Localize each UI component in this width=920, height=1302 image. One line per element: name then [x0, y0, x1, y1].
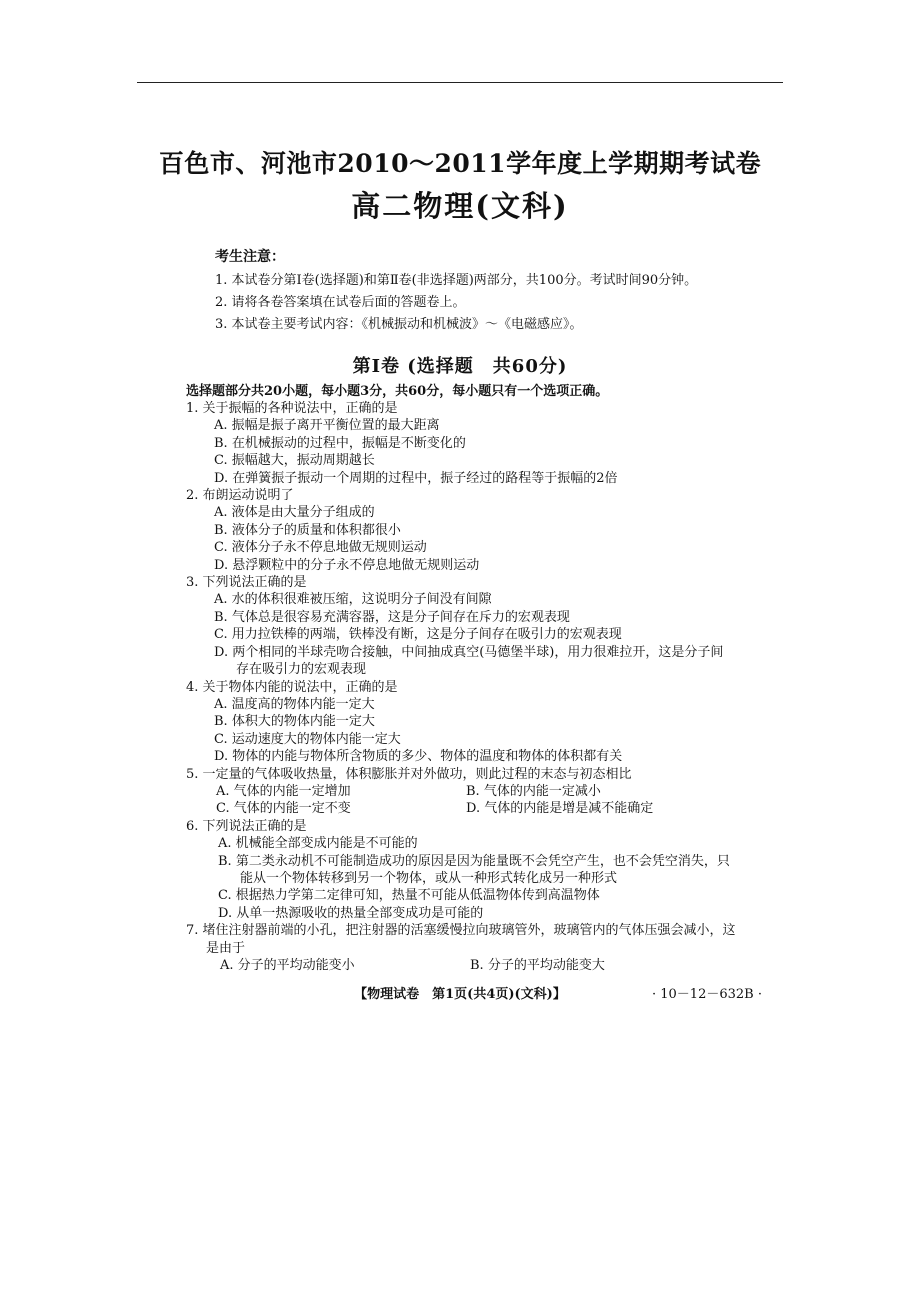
exam-title: 百色市、河池市2010～2011学年度上学期期考试卷 [158, 149, 762, 178]
question-3 [186, 574, 756, 678]
option-b: B. 气体总是很容易充满容器，这是分子间存在斥力的宏观表现 [214, 609, 570, 625]
question-1 [186, 400, 756, 487]
question-6 [186, 818, 756, 922]
question-7 [186, 922, 756, 974]
option-d: D. 两个相同的半球壳吻合接触，中间抽成真空(马德堡半球)，用力很难拉开，这是分子间 [214, 644, 724, 660]
option-d: D. 悬浮颗粒中的分子永不停息地做无规则运动 [214, 557, 480, 573]
option-c: C. 液体分子永不停息地做无规则运动 [214, 540, 427, 556]
option-d: D. 气体的内能是增是减不能确定 [466, 801, 654, 817]
question-stem: 2. 布朗运动说明了 [186, 488, 294, 504]
section-title: 第Ⅰ卷 (选择题 共60分) [352, 356, 568, 377]
option-d: D. 物体的内能与物体所含物质的多少、物体的温度和物体的体积都有关 [214, 749, 623, 765]
question-stem: 1. 关于振幅的各种说法中，正确的是 [186, 401, 398, 416]
option-a: A. 分子的平均动能变小 [220, 958, 355, 973]
option-d-continuation: 存在吸引力的宏观表现 [236, 662, 367, 678]
question-stem: 4. 关于物体内能的说法中，正确的是 [186, 679, 398, 695]
question-stem: 5. 一定量的气体吸收热量，体积膨胀并对外做功，则此过程的末态与初态相比 [186, 766, 632, 782]
question-2 [186, 487, 756, 574]
option-a: A. 振幅是振子离开平衡位置的最大距离 [214, 418, 440, 434]
option-a: A. 机械能全部变成内能是不可能的 [218, 836, 418, 852]
exam-subtitle: 高二物理(文科) [351, 189, 569, 223]
notice-item-1: 1. 本试卷分第Ⅰ卷(选择题)和第Ⅱ卷(非选择题)两部分，共100分。考试时间90分钟。 [215, 273, 698, 288]
question-5 [186, 766, 756, 818]
option-c: C. 用力拉铁棒的两端，铁棒没有断，这是分子间存在吸引力的宏观表现 [214, 627, 622, 643]
top-rule [137, 82, 783, 83]
option-c: C. 气体的内能一定不变 [216, 801, 351, 817]
option-b: B. 液体分子的质量和体积都很小 [214, 522, 401, 538]
option-d: D. 在弹簧振子振动一个周期的过程中，振子经过的路程等于振幅的2倍 [214, 470, 618, 486]
option-a: A. 气体的内能一定增加 [216, 783, 351, 799]
option-d: D. 从单一热源吸收的热量全部变成功是可能的 [218, 905, 484, 921]
option-a: A. 水的体积很难被压缩，这说明分子间没有间隙 [214, 592, 492, 608]
question-list [186, 400, 756, 974]
page-footer-label: 【物理试卷 第1页(共4页)(文科)】 [354, 987, 566, 1002]
candidate-notice [215, 246, 697, 336]
section-intro: 选择题部分共20小题，每小题3分，共60分，每小题只有一个选项正确。 [186, 384, 609, 399]
option-b: B. 气体的内能一定减小 [466, 783, 601, 799]
option-b: B. 在机械振动的过程中，振幅是不断变化的 [214, 435, 466, 451]
question-stem: 3. 下列说法正确的是 [186, 575, 307, 591]
question-stem: 7. 堵住注射器前端的小孔，把注射器的活塞缓慢拉向玻璃管外，玻璃管内的气体压强会减小，这 [186, 923, 736, 939]
notice-item-2: 2. 请将各卷答案填在试卷后面的答题卷上。 [215, 295, 466, 310]
option-b-continuation: 能从一个物体转移到另一个物体，或从一种形式转化成另一种形式 [240, 870, 618, 886]
option-c: C. 振幅越大，振动周期越长 [214, 453, 375, 469]
option-b: B. 第二类永动机不可能制造成功的原因是因为能量既不会凭空产生，也不会凭空消失，只 [218, 853, 730, 869]
option-a: A. 温度高的物体内能一定大 [214, 696, 375, 712]
option-a: A. 液体是由大量分子组成的 [214, 505, 375, 521]
question-4 [186, 679, 756, 766]
option-c: C. 运动速度大的物体内能一定大 [214, 731, 401, 747]
option-b: B. 分子的平均动能变大 [470, 958, 605, 973]
option-b: B. 体积大的物体内能一定大 [214, 714, 375, 730]
notice-item-3: 3. 本试卷主要考试内容：《机械振动和机械波》～《电磁感应》。 [215, 317, 583, 332]
question-stem: 6. 下列说法正确的是 [186, 818, 307, 834]
question-stem-continuation: 是由于 [206, 940, 246, 956]
page-footer-code: · 10－12－632B · [652, 987, 762, 1002]
notice-heading: 考生注意： [215, 249, 285, 265]
option-c: C. 根据热力学第二定律可知，热量不可能从低温物体传到高温物体 [218, 888, 600, 904]
